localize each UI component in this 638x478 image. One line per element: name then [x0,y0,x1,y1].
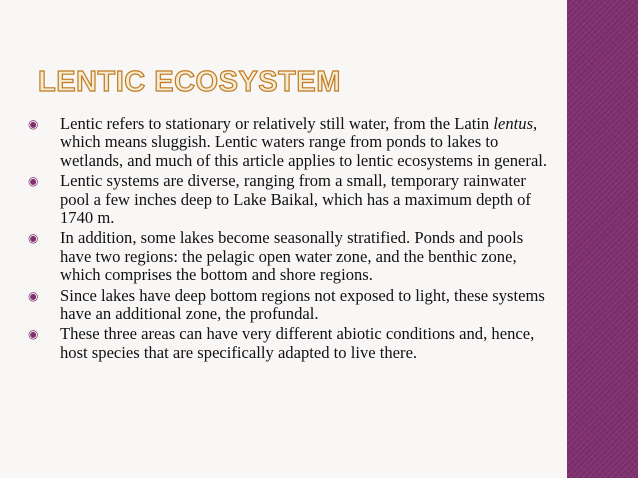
decorative-sidebar [567,0,638,478]
bullet-item [28,115,548,170]
circle-bullet-icon: ◉ [28,231,39,246]
latin-term: lentus [493,114,534,133]
circle-bullet-icon: ◉ [28,117,39,131]
bullet-text: Since lakes have deep bottom regions not exposed to light, these systems have an additional zone, the profundal. [60,285,545,324]
circle-bullet-icon: ◉ [28,174,39,189]
bullet-item [28,172,548,227]
circle-bullet-icon: ◉ [28,288,39,303]
bullet-text: These three areas can have very different abiotic conditions and, hence, host species that are specifically adapted to live there. [60,324,535,362]
circle-bullet-icon: ◉ [28,327,39,342]
slide-title: LENTIC ECOSYSTEM [38,66,341,98]
bullet-item [28,325,548,362]
bullet-item [28,229,548,284]
bullet-text: Lentic systems are diverse, ranging from a small, temporary rainwater pool a few inches deep to Lake Baikal, which has a maximum depth of 1740 m. [60,171,531,228]
bullet-text: Lentic refers to stationary or relatively still water, from the Latin lentus, which means sluggish. Lentic waters range from ponds to lakes to wetlands, and much of this article applies to lentic ecosystems in general. [60,114,548,170]
bullet-text: In addition, some lakes become seasonally stratified. Ponds and pools have two regions: the pelagic open water zone, and the benthic zone, which comprises the bottom and shore regions. [60,228,524,285]
bullet-item [28,287,548,324]
bullet-list [28,115,548,364]
